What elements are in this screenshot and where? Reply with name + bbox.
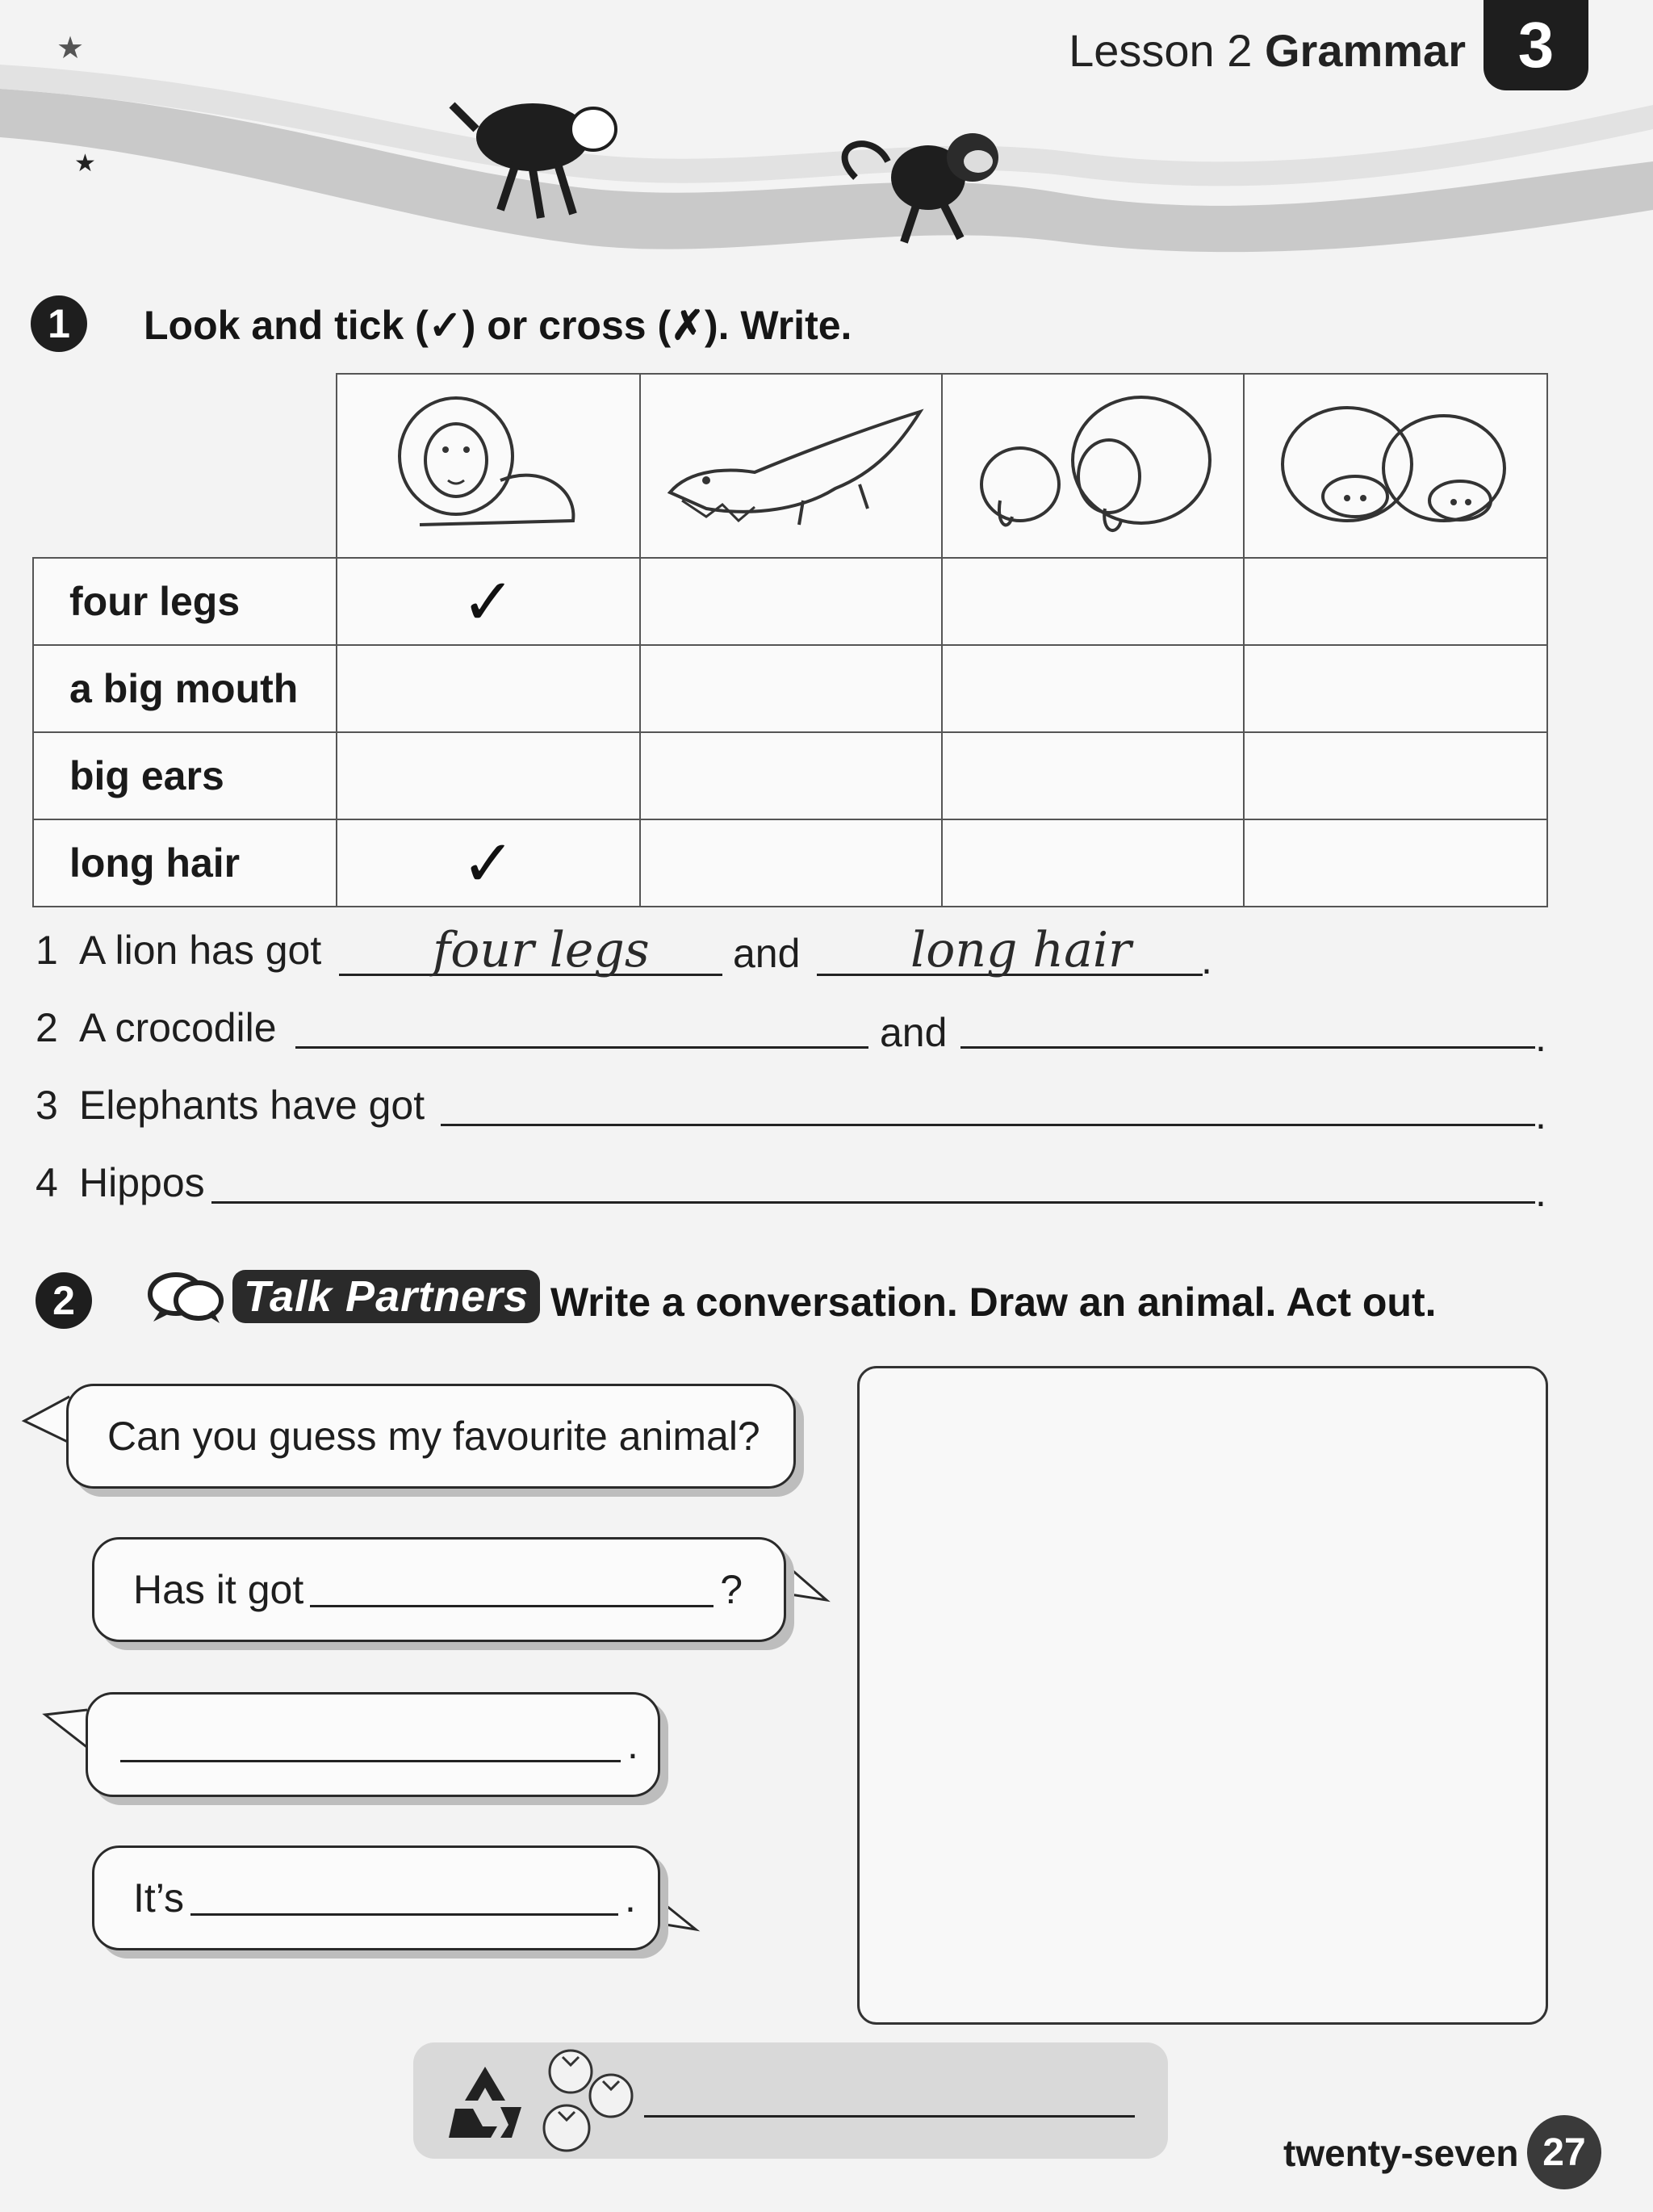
- sentence-2-number: 2: [36, 1005, 58, 1050]
- tick-cell[interactable]: [337, 732, 640, 819]
- svg-text:★: ★: [56, 30, 85, 65]
- tick-cell[interactable]: ✓: [337, 558, 640, 645]
- row-label: four legs: [33, 558, 337, 645]
- row-label: a big mouth: [33, 645, 337, 732]
- unit-number-tab: 3: [1484, 0, 1588, 90]
- bubble-4-text: It’s: [133, 1875, 184, 1921]
- sentence-1-number: 1: [36, 928, 58, 973]
- lesson-title: [1069, 24, 1466, 77]
- svg-text:★: ★: [74, 149, 96, 178]
- tick-cell[interactable]: [942, 558, 1244, 645]
- bubble-4-end: .: [625, 1875, 636, 1921]
- sentence-4-answer-line[interactable]: [211, 1201, 1535, 1204]
- elephants-icon: [964, 388, 1222, 541]
- lion-icon: [387, 392, 589, 537]
- tick-cell[interactable]: [942, 732, 1244, 819]
- speech-bubble-3: [86, 1692, 660, 1797]
- lesson-prefix: Lesson 2: [1069, 25, 1253, 76]
- bubble-2-answer-line[interactable]: [310, 1573, 714, 1607]
- speech-bubble-4: [92, 1845, 660, 1950]
- tick-cell[interactable]: [942, 819, 1244, 907]
- table-row: [33, 732, 1547, 819]
- sentence-2-start: A crocodile: [79, 1005, 277, 1050]
- drawing-box[interactable]: [857, 1366, 1548, 2025]
- tick-cell[interactable]: [640, 819, 942, 907]
- tick-cell[interactable]: [1244, 558, 1547, 645]
- sentence-2-and: and: [880, 1010, 948, 1055]
- tick-cell[interactable]: ✓: [337, 819, 640, 907]
- exercise-2-instruction: Write a conversation. Draw an animal. Act out.: [550, 1280, 1437, 1325]
- recycle-icon: [441, 2060, 529, 2141]
- hippos-icon: [1274, 392, 1517, 537]
- crocodile-icon: [658, 396, 924, 533]
- bubble-1-text: Can you guess my favourite animal?: [107, 1414, 760, 1459]
- table-row: [33, 558, 1547, 645]
- eco-answer-line[interactable]: [644, 2115, 1135, 2118]
- tick-cell[interactable]: [1244, 732, 1547, 819]
- hippos-picture-cell: [1244, 374, 1547, 558]
- sentence-4-start: Hippos: [79, 1160, 205, 1205]
- bubble-4-answer-line[interactable]: [190, 1881, 618, 1916]
- page-number-words: twenty-seven: [1283, 2132, 1519, 2174]
- bubble-3-end: .: [627, 1722, 638, 1767]
- lesson-heading: Grammar: [1264, 25, 1466, 76]
- sentence-1-answer2: long hair: [910, 922, 1132, 978]
- tomatoes-icon: [534, 2047, 639, 2157]
- page-number-badge: 27: [1527, 2115, 1601, 2189]
- exercise-2-number: 2: [36, 1272, 92, 1329]
- eco-strip: [413, 2042, 1168, 2159]
- sentence-1-and: and: [733, 931, 801, 976]
- bubble-2-end: ?: [720, 1567, 743, 1612]
- elephants-picture-cell: [942, 374, 1244, 558]
- tick-cell[interactable]: [640, 558, 942, 645]
- speech-bubble-2: [92, 1537, 786, 1642]
- speech-bubble-1: [66, 1384, 796, 1489]
- talk-partners-label: Talk Partners: [232, 1270, 540, 1323]
- table-row: [33, 819, 1547, 907]
- tick-cell[interactable]: [1244, 645, 1547, 732]
- tick-cell[interactable]: [942, 645, 1244, 732]
- sentence-3-number: 3: [36, 1083, 58, 1128]
- sentence-2-end: .: [1535, 1015, 1546, 1060]
- bubble-3-answer-line[interactable]: [120, 1728, 621, 1762]
- lion-picture-cell: [337, 374, 640, 558]
- sentence-1-end: .: [1201, 937, 1212, 982]
- sentence-1-answer1: four legs: [433, 922, 650, 978]
- tick-cell[interactable]: [1244, 819, 1547, 907]
- row-label: long hair: [33, 819, 337, 907]
- sentence-4-end: .: [1535, 1170, 1546, 1215]
- tick-cell[interactable]: [337, 645, 640, 732]
- bubble-2-text: Has it got: [133, 1567, 304, 1612]
- tick-cell[interactable]: [640, 645, 942, 732]
- speech-bubbles-icon: [145, 1268, 226, 1325]
- sentence-2-answer1-line[interactable]: [295, 1046, 868, 1049]
- sentence-3-start: Elephants have got: [79, 1083, 425, 1128]
- sentence-3-end: .: [1535, 1092, 1546, 1137]
- table-corner: [33, 374, 337, 558]
- animal-features-table: [32, 373, 1548, 907]
- sentence-3-answer-line[interactable]: [441, 1124, 1535, 1126]
- row-label: big ears: [33, 732, 337, 819]
- table-row: [33, 645, 1547, 732]
- sentence-2-answer2-line[interactable]: [960, 1046, 1535, 1049]
- crocodile-picture-cell: [640, 374, 942, 558]
- sentence-1-start: A lion has got: [79, 928, 322, 973]
- sentence-4-number: 4: [36, 1160, 58, 1205]
- exercise-1-instruction: Look and tick (✓) or cross (✗). Write.: [144, 303, 852, 348]
- talk-partners-badge: [145, 1266, 540, 1327]
- tick-cell[interactable]: [640, 732, 942, 819]
- exercise-1-number: 1: [31, 295, 87, 352]
